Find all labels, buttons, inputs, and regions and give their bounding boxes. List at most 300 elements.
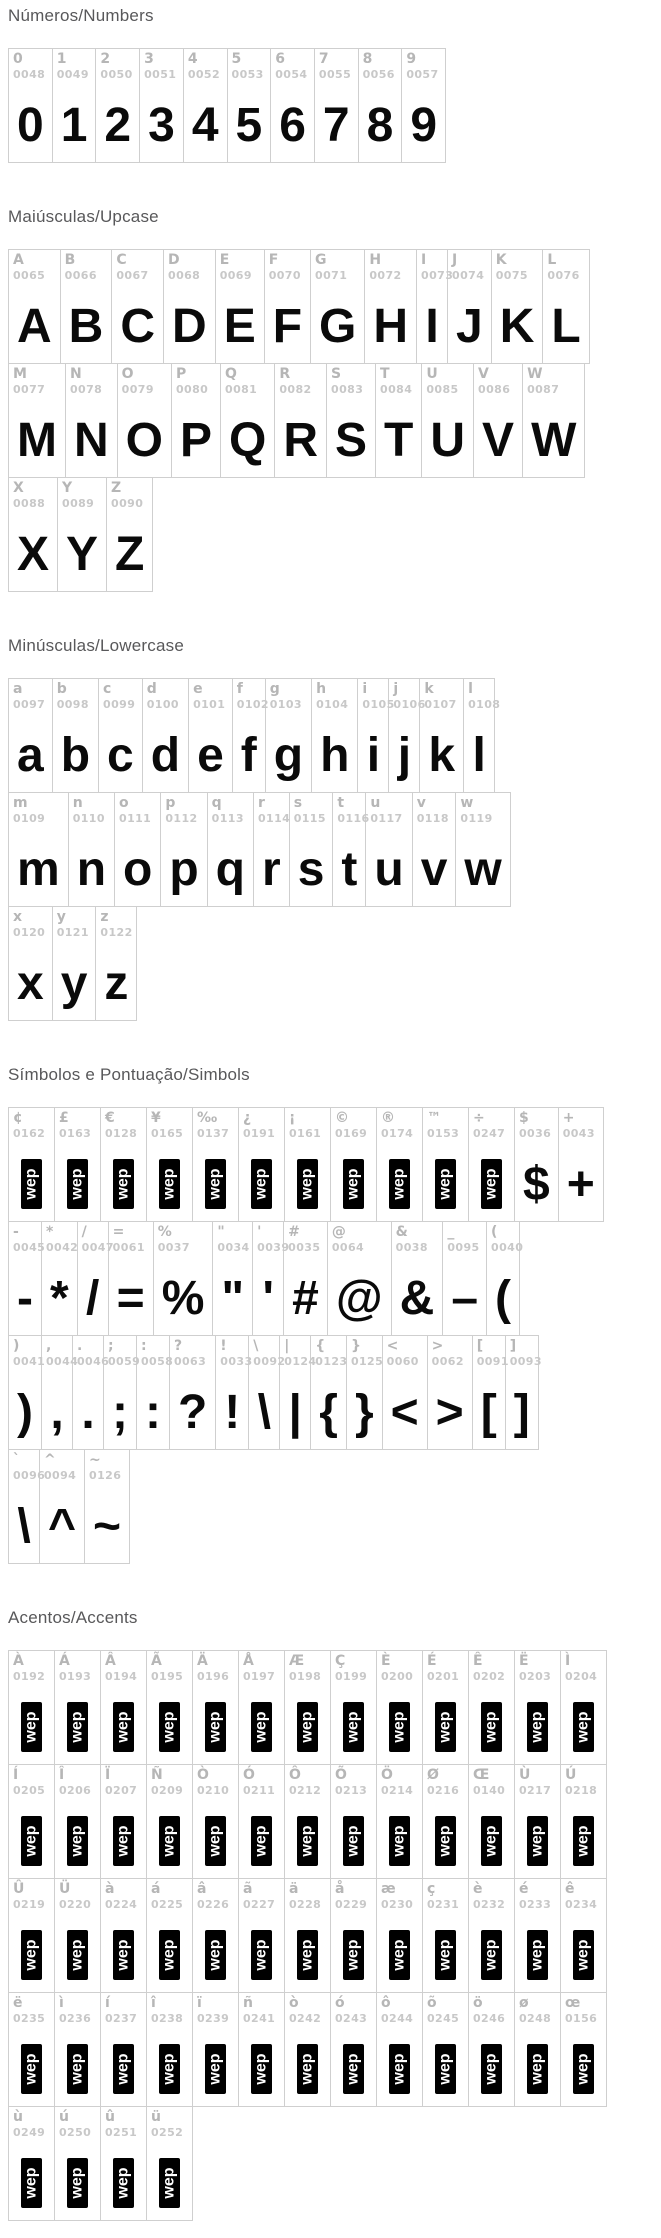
glyph-code-label: 0251 <box>105 2126 138 2139</box>
glyph-preview: ! <box>224 1386 241 1439</box>
glyph-char-label: p <box>165 795 176 811</box>
glyph-code-label: 0205 <box>13 1784 46 1797</box>
glyph-code-label: 0035 <box>288 1241 321 1254</box>
glyph-cell <box>327 1221 392 1336</box>
wep-badge-label: wep <box>390 1825 408 1857</box>
wep-badge-label: wep <box>252 2053 270 2085</box>
glyph-cell <box>100 1107 147 1222</box>
glyph-cell <box>427 1335 473 1450</box>
glyph-code-label: 0137 <box>197 1127 230 1140</box>
glyph-code-label: 0239 <box>197 2012 230 2025</box>
glyph-cell <box>8 1449 46 1564</box>
glyph-char-label: Ù <box>519 1767 531 1783</box>
glyph-cell <box>215 249 265 364</box>
glyph-char-label: K <box>495 252 507 268</box>
glyph-preview: J <box>456 300 483 353</box>
glyph-preview: . <box>81 1386 95 1439</box>
glyph-code-label: 0053 <box>231 68 264 81</box>
wep-badge-label: wep <box>482 1711 500 1743</box>
glyph-preview: * <box>49 1272 69 1325</box>
glyph-code-label: 0204 <box>565 1670 598 1683</box>
wep-badge-label: wep <box>528 2053 546 2085</box>
glyph-char-label: Ã <box>151 1653 162 1669</box>
glyph-code-label: 0199 <box>335 1670 368 1683</box>
section-title: Números/Numbers <box>8 6 154 25</box>
glyph-cell <box>8 678 53 793</box>
glyph-preview: H <box>373 300 409 353</box>
glyph-code-label: 0057 <box>406 68 439 81</box>
glyph-cell <box>60 249 113 364</box>
glyph-char-label: Ì <box>565 1653 571 1669</box>
glyph-cell <box>52 678 99 793</box>
glyph-char-label: k <box>424 681 434 697</box>
glyph-preview: 2 <box>104 99 132 152</box>
glyph-preview: m <box>17 843 60 896</box>
wep-notdef-badge <box>159 1159 180 1209</box>
glyph-cell <box>111 249 164 364</box>
missing-glyph-wrap <box>147 2044 192 2094</box>
glyph-cell <box>54 1878 101 1993</box>
glyph-row <box>8 792 511 907</box>
missing-glyph-wrap <box>515 1816 560 1866</box>
glyph-code-label: 0046 <box>76 1355 110 1368</box>
wep-notdef-badge <box>159 1816 180 1866</box>
glyph-char-label: ì <box>59 1995 64 2011</box>
glyph-code-label: 0102 <box>236 698 269 711</box>
glyph-code-label: 0099 <box>103 698 136 711</box>
glyph-preview: O <box>125 414 163 467</box>
missing-glyph-wrap <box>193 1702 238 1752</box>
glyph-code-label: 0165 <box>151 1127 184 1140</box>
glyph-char-label: å <box>335 1881 345 1897</box>
glyph-code-label: 0196 <box>197 1670 230 1683</box>
missing-glyph-wrap <box>9 1930 54 1980</box>
glyph-char-label: ö <box>473 1995 483 2011</box>
glyph-char-label: B <box>64 252 76 268</box>
missing-glyph-wrap <box>239 2044 284 2094</box>
glyph-char-label: X <box>13 480 24 496</box>
wep-notdef-badge <box>67 1159 88 1209</box>
glyph-cell <box>284 1764 331 1879</box>
missing-glyph-wrap <box>469 2044 514 2094</box>
glyph-preview: ( <box>495 1272 512 1325</box>
glyph-code-label: 0091 <box>476 1355 509 1368</box>
wep-badge-label: wep <box>390 1939 408 1971</box>
missing-glyph-wrap <box>193 1816 238 1866</box>
wep-notdef-badge <box>159 1930 180 1980</box>
glyph-cell <box>419 678 464 793</box>
glyph-cell <box>265 678 312 793</box>
wep-badge-label: wep <box>252 1939 270 1971</box>
glyph-preview: b <box>60 729 91 782</box>
wep-notdef-badge <box>67 1930 88 1980</box>
glyph-char-label: ™ <box>427 1110 441 1126</box>
glyph-code-label: 0081 <box>225 383 258 396</box>
glyph-code-label: 0043 <box>562 1127 595 1140</box>
glyph-preview: | <box>288 1386 302 1439</box>
wep-badge-label: wep <box>252 1825 270 1857</box>
wep-notdef-badge <box>343 2044 364 2094</box>
glyph-cell <box>95 48 140 163</box>
glyph-cell <box>8 2106 55 2221</box>
glyph-code-label: 0156 <box>565 2012 598 2025</box>
glyph-cell <box>560 1650 607 1765</box>
missing-glyph-wrap <box>147 1159 192 1209</box>
glyph-preview: ' <box>262 1272 274 1325</box>
glyph-code-label: 0101 <box>193 698 226 711</box>
glyph-char-label: c <box>103 681 112 697</box>
missing-glyph-wrap <box>469 1702 514 1752</box>
glyph-char-label: Õ <box>335 1767 347 1783</box>
glyph-preview: 3 <box>148 99 175 152</box>
glyph-char-label: ; <box>107 1338 114 1354</box>
wep-badge-label: wep <box>252 1711 270 1743</box>
glyph-code-label: 0197 <box>243 1670 276 1683</box>
glyph-char-label: L <box>547 252 557 268</box>
glyph-preview: A <box>17 300 52 353</box>
glyph-char-label: , <box>45 1338 52 1354</box>
glyph-char-label: ô <box>381 1995 391 2011</box>
glyph-char-label: u <box>370 795 381 811</box>
glyph-cell <box>364 249 417 364</box>
glyph-cell <box>232 678 269 793</box>
glyph-cell <box>98 678 143 793</box>
glyph-code-label: 0044 <box>45 1355 79 1368</box>
glyph-cell <box>314 48 359 163</box>
glyph-preview: # <box>292 1272 319 1325</box>
wep-notdef-badge <box>389 1159 410 1209</box>
glyph-code-label: 0082 <box>279 383 312 396</box>
glyph-cell <box>468 1107 515 1222</box>
wep-badge-label: wep <box>344 2053 362 2085</box>
glyph-char-label: P <box>176 366 187 382</box>
glyph-cell <box>468 1764 515 1879</box>
glyph-char-label: : <box>140 1338 147 1354</box>
wep-notdef-badge <box>573 1930 594 1980</box>
wep-badge-label: wep <box>22 1825 40 1857</box>
glyph-cell <box>8 1764 55 1879</box>
glyph-preview: n <box>76 843 107 896</box>
glyph-char-label: € <box>105 1110 115 1126</box>
wep-notdef-badge <box>21 2158 42 2208</box>
glyph-cell <box>330 1878 377 1993</box>
wep-badge-label: wep <box>114 1711 132 1743</box>
glyph-preview: 4 <box>191 99 219 152</box>
wep-notdef-badge <box>343 1930 364 1980</box>
glyph-char-label: q <box>211 795 222 811</box>
glyph-cell <box>106 477 153 592</box>
glyph-cell <box>212 1221 253 1336</box>
glyph-cell <box>421 363 474 478</box>
glyph-cell <box>238 1107 285 1222</box>
glyph-cell <box>8 906 53 1021</box>
glyph-preview: 9 <box>410 99 438 152</box>
glyph-code-label: 0034 <box>217 1241 250 1254</box>
glyph-code-label: 0056 <box>362 68 395 81</box>
glyph-preview: , <box>50 1386 64 1439</box>
glyph-code-label: 0125 <box>350 1355 384 1368</box>
glyph-cell <box>54 2106 101 2221</box>
missing-glyph-wrap <box>469 1930 514 1980</box>
missing-glyph-wrap <box>561 1702 606 1752</box>
glyph-sections <box>8 6 661 2221</box>
glyph-preview: P <box>180 414 213 467</box>
glyph-preview: $ <box>523 1158 550 1211</box>
glyph-preview: ) <box>17 1386 33 1439</box>
glyph-code-label: 0219 <box>13 1898 46 1911</box>
glyph-char-label: C <box>116 252 127 268</box>
glyph-code-label: 0058 <box>140 1355 174 1368</box>
glyph-char-label: Ñ <box>151 1767 163 1783</box>
glyph-row <box>8 1764 607 1879</box>
glyph-char-label: à <box>105 1881 115 1897</box>
wep-badge-label: wep <box>344 1711 362 1743</box>
glyph-code-label: 0094 <box>44 1469 77 1482</box>
glyph-char-label: D <box>168 252 180 268</box>
glyph-char-label: Ç <box>335 1653 346 1669</box>
glyph-code-label: 0089 <box>62 497 95 510</box>
glyph-rows <box>8 48 661 163</box>
wep-notdef-badge <box>389 1816 410 1866</box>
glyph-cell <box>100 2106 147 2221</box>
glyph-cell <box>346 1335 383 1450</box>
wep-notdef-badge <box>251 1816 272 1866</box>
glyph-preview: F <box>272 300 303 353</box>
glyph-code-label: 0202 <box>473 1670 506 1683</box>
glyph-preview: M <box>17 414 57 467</box>
missing-glyph-wrap <box>423 1930 468 1980</box>
glyph-code-label: 0045 <box>13 1241 46 1254</box>
glyph-code-label: 0052 <box>187 68 221 81</box>
wep-badge-label: wep <box>482 1825 500 1857</box>
glyph-char-label: Â <box>105 1653 116 1669</box>
glyph-preview: y <box>60 957 88 1010</box>
glyph-rows <box>8 1650 661 2221</box>
glyph-rows <box>8 678 661 1021</box>
glyph-code-label: 0233 <box>519 1898 552 1911</box>
glyph-code-label: 0232 <box>473 1898 506 1911</box>
glyph-cell <box>146 1764 193 1879</box>
wep-badge-label: wep <box>22 1168 40 1200</box>
glyph-char-label: H <box>369 252 382 268</box>
glyph-cell <box>560 1764 607 1879</box>
glyph-char-label: ë <box>13 1995 23 2011</box>
glyph-preview: ] <box>513 1386 530 1439</box>
wep-notdef-badge <box>21 2044 42 2094</box>
glyph-code-label: 0112 <box>165 812 198 825</box>
glyph-cell <box>274 363 327 478</box>
glyph-cell <box>146 1107 193 1222</box>
glyph-preview: T <box>384 414 414 467</box>
glyph-code-label: 0214 <box>381 1784 414 1797</box>
glyph-preview: u <box>374 843 404 896</box>
glyph-cell <box>330 1650 377 1765</box>
wep-notdef-badge <box>481 2044 502 2094</box>
glyph-char-label: & <box>395 1224 408 1240</box>
glyph-cell <box>8 1107 55 1222</box>
wep-badge-label: wep <box>160 1825 178 1857</box>
glyph-code-label: 0226 <box>197 1898 230 1911</box>
missing-glyph-wrap <box>469 1159 514 1209</box>
missing-glyph-wrap <box>331 1816 376 1866</box>
glyph-code-label: 0217 <box>519 1784 552 1797</box>
glyph-cell <box>253 792 290 907</box>
glyph-char-label: Ü <box>59 1881 71 1897</box>
missing-glyph-wrap <box>55 1930 100 1980</box>
glyph-char-label: õ <box>427 1995 437 2011</box>
glyph-cell <box>473 363 523 478</box>
glyph-code-label: 0169 <box>335 1127 368 1140</box>
wep-badge-label: wep <box>68 1711 86 1743</box>
glyph-row <box>8 1992 607 2107</box>
glyph-char-label: e <box>193 681 203 697</box>
glyph-char-label: T <box>380 366 390 382</box>
glyph-code-label: 0191 <box>243 1127 276 1140</box>
wep-badge-label: wep <box>68 2053 86 2085</box>
glyph-char-label: ] <box>509 1338 517 1354</box>
missing-glyph-wrap <box>285 1930 330 1980</box>
glyph-code-label: 0055 <box>318 68 352 81</box>
glyph-cell <box>139 48 184 163</box>
glyph-cell <box>422 1764 469 1879</box>
glyph-code-label: 0050 <box>100 68 133 81</box>
glyph-cell <box>522 363 585 478</box>
wep-badge-label: wep <box>344 1168 362 1200</box>
glyph-char-label: S <box>331 366 342 382</box>
glyph-char-label: Å <box>243 1653 254 1669</box>
wep-notdef-badge <box>435 1930 456 1980</box>
glyph-code-label: 0111 <box>119 812 152 825</box>
glyph-cell <box>514 1650 561 1765</box>
glyph-preview: = <box>116 1272 145 1325</box>
glyph-char-label: ~ <box>89 1452 101 1468</box>
glyph-code-label: 0067 <box>116 269 149 282</box>
missing-glyph-wrap <box>101 1816 146 1866</box>
glyph-code-label: 0153 <box>427 1127 460 1140</box>
glyph-cell <box>192 1992 239 2107</box>
glyph-preview: s <box>297 843 325 896</box>
glyph-cell <box>514 1878 561 1993</box>
glyph-code-label: 0118 <box>416 812 449 825</box>
glyph-row <box>8 906 137 1021</box>
glyph-code-label: 0216 <box>427 1784 460 1797</box>
glyph-code-label: 0162 <box>13 1127 46 1140</box>
glyph-preview: x <box>17 957 44 1010</box>
glyph-code-label: 0201 <box>427 1670 460 1683</box>
glyph-char-label: n <box>72 795 83 811</box>
wep-badge-label: wep <box>114 1825 132 1857</box>
glyph-char-label: F <box>268 252 279 268</box>
missing-glyph-wrap <box>239 1816 284 1866</box>
glyph-cell <box>376 1992 423 2107</box>
glyph-char-label: œ <box>565 1995 581 2011</box>
wep-badge-label: wep <box>160 1939 178 1971</box>
glyph-code-label: 0174 <box>381 1127 414 1140</box>
glyph-cell <box>160 792 207 907</box>
glyph-row <box>8 477 153 592</box>
glyph-cell <box>463 678 501 793</box>
wep-badge-label: wep <box>528 1825 546 1857</box>
wep-notdef-badge <box>113 1816 134 1866</box>
glyph-preview: ; <box>111 1386 128 1439</box>
glyph-code-label: 0077 <box>13 383 46 396</box>
glyph-cell <box>376 1107 423 1222</box>
glyph-char-label: # <box>288 1224 300 1240</box>
glyph-code-label: 0096 <box>13 1469 46 1482</box>
wep-notdef-badge <box>389 1930 410 1980</box>
glyph-preview: Z <box>115 528 145 581</box>
glyph-code-label: 0040 <box>491 1241 524 1254</box>
missing-glyph-wrap <box>193 1159 238 1209</box>
glyph-code-label: 0075 <box>495 269 528 282</box>
glyph-cell <box>468 1650 515 1765</box>
glyph-char-label: â <box>197 1881 207 1897</box>
glyph-code-label: 0070 <box>268 269 301 282</box>
wep-notdef-badge <box>251 1702 272 1752</box>
glyph-char-label: 9 <box>406 51 417 67</box>
glyph-code-label: 0085 <box>426 383 459 396</box>
glyph-preview: z <box>104 957 129 1010</box>
wep-badge-label: wep <box>68 1825 86 1857</box>
wep-notdef-badge <box>113 1702 134 1752</box>
glyph-preview: } <box>354 1386 374 1439</box>
glyph-char-label: Ê <box>473 1653 483 1669</box>
glyph-preview: [ <box>480 1386 497 1439</box>
glyph-cell <box>54 1650 101 1765</box>
glyph-preview: V <box>482 414 515 467</box>
glyph-code-label: 0038 <box>395 1241 428 1254</box>
wep-notdef-badge <box>481 1702 502 1752</box>
glyph-cell <box>416 249 454 364</box>
glyph-cell <box>238 1764 285 1879</box>
glyph-char-label: ú <box>59 2109 69 2125</box>
wep-badge-label: wep <box>22 1939 40 1971</box>
wep-notdef-badge <box>573 1816 594 1866</box>
glyph-cell <box>41 1335 79 1450</box>
glyph-char-label: ¥ <box>151 1110 161 1126</box>
glyph-char-label: Á <box>59 1653 70 1669</box>
glyph-code-label: 0237 <box>105 2012 138 2025</box>
glyph-preview: K <box>499 300 535 353</box>
wep-notdef-badge <box>343 1702 364 1752</box>
glyph-preview: > <box>435 1386 464 1439</box>
glyph-cell <box>136 1335 174 1450</box>
glyph-cell <box>382 1335 428 1450</box>
wep-badge-label: wep <box>390 1168 408 1200</box>
glyph-char-label: - <box>13 1224 19 1240</box>
glyph-code-label: 0036 <box>519 1127 552 1140</box>
glyph-section <box>8 1608 661 2221</box>
glyph-code-label: 0113 <box>211 812 244 825</box>
glyph-cell <box>114 792 161 907</box>
missing-glyph-wrap <box>9 1702 54 1752</box>
missing-glyph-wrap <box>377 1159 422 1209</box>
section-title: Símbolos e Pontuação/Simbols <box>8 1065 250 1084</box>
glyph-cell <box>192 1764 239 1879</box>
wep-notdef-badge <box>21 1816 42 1866</box>
wep-badge-label: wep <box>160 1168 178 1200</box>
glyph-char-label: U <box>426 366 438 382</box>
wep-notdef-badge <box>527 1816 548 1866</box>
glyph-code-label: 0242 <box>289 2012 322 2025</box>
glyph-cell <box>215 1335 253 1450</box>
glyph-preview: G <box>319 300 357 353</box>
glyph-char-label: ÷ <box>473 1110 485 1126</box>
wep-badge-label: wep <box>436 1939 454 1971</box>
glyph-preview: c <box>107 729 134 782</box>
wep-notdef-badge <box>573 2044 594 2094</box>
wep-badge-label: wep <box>206 2053 224 2085</box>
